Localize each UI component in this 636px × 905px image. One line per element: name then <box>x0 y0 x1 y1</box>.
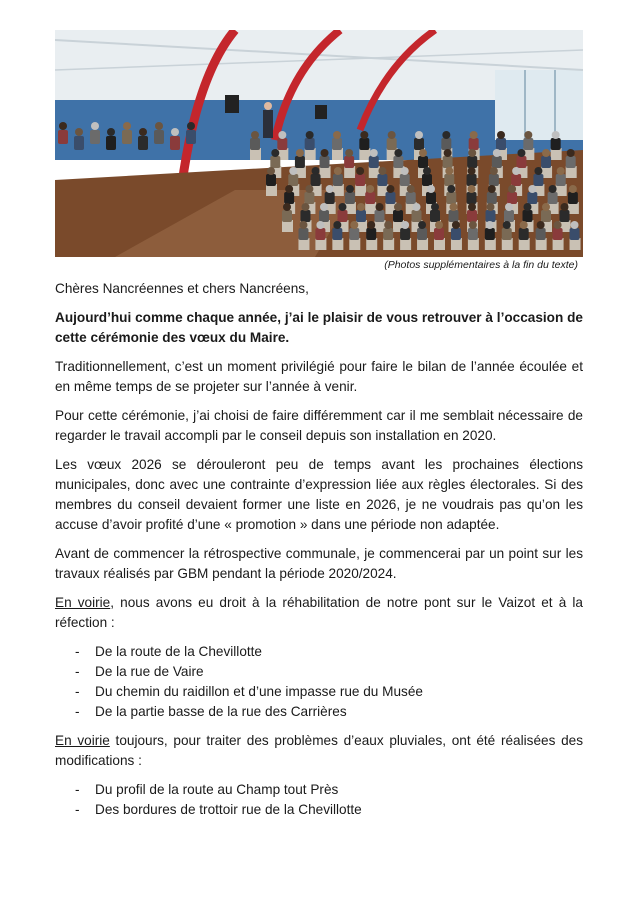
photo-person-head <box>378 167 386 175</box>
photo-person-body <box>507 192 517 204</box>
photo-person-body <box>551 138 561 150</box>
photo-person-head <box>524 131 532 139</box>
photo-person-body <box>333 174 343 186</box>
photo-person-head <box>401 221 409 229</box>
photo-caption: (Photos supplémentaires à la fin du texte) <box>384 259 578 271</box>
photo-person-head <box>468 185 476 193</box>
photo-person-head <box>306 131 314 139</box>
photo-person-head <box>524 203 532 211</box>
photo-person-body <box>467 174 477 186</box>
list-dash: - <box>75 782 80 797</box>
photo-person-head <box>554 221 562 229</box>
photo-person-body <box>426 192 436 204</box>
voirie-list <box>55 642 583 722</box>
photo-person-head <box>394 203 402 211</box>
photo-person-body <box>295 156 305 168</box>
photo-person-body <box>375 210 385 222</box>
photo-person-head <box>493 149 501 157</box>
photo-person-head <box>447 185 455 193</box>
photo-person-head <box>444 149 452 157</box>
photo-person-head <box>267 167 275 175</box>
photo-person-head <box>512 167 520 175</box>
photo-person-head <box>271 149 279 157</box>
photo-person-head <box>333 221 341 229</box>
photo-person-body <box>385 192 395 204</box>
photo-person-head <box>452 221 460 229</box>
photo-person-body <box>106 136 116 150</box>
photo-person-body <box>284 192 294 204</box>
photo-lectern <box>263 110 273 138</box>
photo-person-head <box>155 122 163 130</box>
photo-person-body <box>485 228 495 240</box>
photo-person-head <box>333 131 341 139</box>
photo-person-body <box>356 210 366 222</box>
photo-person-head <box>505 203 513 211</box>
photo-person-head <box>339 203 347 211</box>
photo-person-body <box>400 228 410 240</box>
photo-person-body <box>467 192 477 204</box>
photo-person-body <box>288 174 298 186</box>
photo-person-body <box>58 130 68 144</box>
photo-person-head <box>401 167 409 175</box>
voirie-pluviales-text: toujours, pour traiter des problèmes d’eaux pluviales, ont été réalisées des modifications : <box>55 733 583 768</box>
photo-person-head <box>388 131 396 139</box>
photo-person-body <box>393 210 403 222</box>
photo-person-head <box>508 185 516 193</box>
list-dash: - <box>75 664 80 679</box>
photo-person-head <box>251 131 259 139</box>
photo-person-head <box>435 221 443 229</box>
photo-person-head <box>302 203 310 211</box>
photo-person-body <box>527 192 537 204</box>
photo-person-head <box>534 167 542 175</box>
intro-paragraph: Aujourd’hui comme chaque année, j’ai le plaisir de vous retrouver à l’occasion de cette cérémonie des vœux du Maire. <box>55 310 583 345</box>
photo-person-body <box>444 174 454 186</box>
photo-person-body <box>138 136 148 150</box>
photo-person-body <box>412 210 422 222</box>
photo-person-head <box>357 203 365 211</box>
photo-person-body <box>266 174 276 186</box>
photo-person-head <box>497 131 505 139</box>
paragraph-voeux-2026: Les vœux 2026 se dérouleront peu de temps avant les prochaines élections municipales, donc avec une contrainte d’expression liée aux règles électorales. Si des membres du conseil devaient former une liste en 2026, je ne voudrais pas qu’on les accuse d’avoir profité d’une « promotion » dans une période non adaptée. <box>55 457 583 532</box>
photo-person-body <box>315 228 325 240</box>
photo-person-head <box>320 203 328 211</box>
photo-speaker-head <box>264 102 272 110</box>
photo-person-body <box>344 156 354 168</box>
photo-person-head <box>187 122 195 130</box>
photo-person-head <box>418 221 426 229</box>
photo-person-body <box>418 156 428 168</box>
photo-person-head <box>486 221 494 229</box>
paragraph-ceremony: Pour cette cérémonie, j’ai choisi de faire différemment car il me semblait nécessaire de regarder le travail accompli par le conseil depuis son installation en 2020. <box>55 408 583 443</box>
paragraph-voirie <box>55 593 583 633</box>
photo-person-body <box>90 130 100 144</box>
photo-person-head <box>517 149 525 157</box>
ceremony-photo <box>55 30 583 257</box>
photo-person-head <box>289 167 297 175</box>
photo-person-body <box>338 210 348 222</box>
photo-person-head <box>75 128 83 136</box>
photo-person-body <box>417 228 427 240</box>
list-item <box>75 780 583 800</box>
photo-person-body <box>301 210 311 222</box>
list-item-text: De la rue de Vaire <box>95 664 204 679</box>
voirie-text: , nous avons eu droit à la réhabilitation de notre pont sur le Vaizot et à la réfection : <box>55 595 583 630</box>
photo-person-body <box>422 174 432 186</box>
photo-person-body <box>365 192 375 204</box>
photo-person-body <box>414 138 424 150</box>
photo-person-head <box>350 221 358 229</box>
photo-person-head <box>346 185 354 193</box>
ceremony-photo-illustration <box>55 30 583 257</box>
list-dash: - <box>75 802 80 817</box>
photo-person-head <box>305 185 313 193</box>
photo-person-head <box>321 149 329 157</box>
photo-person-body <box>250 138 260 150</box>
photo-person-body <box>325 192 335 204</box>
photo-person-body <box>320 156 330 168</box>
letter-body <box>55 279 583 820</box>
list-item <box>75 702 583 722</box>
photo-person-body <box>468 228 478 240</box>
photo-person-head <box>557 167 565 175</box>
pluviales-list <box>55 780 583 820</box>
list-item-text: Des bordures de trottoir rue de la Chevillotte <box>95 802 362 817</box>
photo-person-body <box>511 174 521 186</box>
photo-person-body <box>319 210 329 222</box>
photo-person-body <box>366 228 376 240</box>
photo-person-body <box>332 138 342 150</box>
photo-person-head <box>468 203 476 211</box>
photo-person-head <box>445 167 453 175</box>
photo-person-body <box>387 138 397 150</box>
photo-person-body <box>504 210 514 222</box>
list-item-text: De la partie basse de la rue des Carrières <box>95 704 347 719</box>
photo-person-head <box>316 221 324 229</box>
photo-person-head <box>419 149 427 157</box>
photo-person-body <box>170 136 180 150</box>
photo-person-body <box>345 192 355 204</box>
photo-person-body <box>560 210 570 222</box>
photo-person-body <box>467 156 477 168</box>
voirie-heading-2: En voirie <box>55 733 110 748</box>
photo-speaker-stand <box>225 95 239 113</box>
photo-person-head <box>407 185 415 193</box>
list-item-text: Du profil de la route au Champ tout Près <box>95 782 339 797</box>
photo-person-body <box>536 228 546 240</box>
paragraph-gbm-works: Avant de commencer la rétrospective communale, je commencerai par un point sur les travaux réalisés par GBM pendant la période 2020/2024. <box>55 546 583 581</box>
photo-person-head <box>299 221 307 229</box>
photo-person-body <box>186 130 196 144</box>
photo-person-body <box>154 130 164 144</box>
photo-person-body <box>383 228 393 240</box>
photo-person-body <box>443 156 453 168</box>
photo-person-body <box>496 138 506 150</box>
photo-person-head <box>490 167 498 175</box>
photo-person-body <box>533 174 543 186</box>
photo-person-head <box>356 167 364 175</box>
photo-person-body <box>305 138 315 150</box>
photo-person-body <box>446 192 456 204</box>
list-item <box>75 800 583 820</box>
photo-speaker-stand <box>315 105 327 119</box>
photo-person-head <box>552 131 560 139</box>
list-item-text: Du chemin du raidillon et d’une impasse rue du Musée <box>95 684 423 699</box>
photo-person-body <box>519 228 529 240</box>
voirie-heading: En voirie <box>55 595 111 610</box>
list-item-text: De la route de la Chevillotte <box>95 644 262 659</box>
photo-person-body <box>270 156 280 168</box>
photo-person-head <box>468 149 476 157</box>
list-dash: - <box>75 684 80 699</box>
photo-person-head <box>571 221 579 229</box>
photo-person-head <box>567 149 575 157</box>
photo-person-body <box>393 156 403 168</box>
photo-person-head <box>549 185 557 193</box>
photo-person-body <box>541 210 551 222</box>
photo-person-body <box>349 228 359 240</box>
photo-person-body <box>556 174 566 186</box>
photo-person-head <box>537 221 545 229</box>
list-item <box>75 662 583 682</box>
list-item <box>75 642 583 662</box>
photo-person-body <box>74 136 84 150</box>
photo-person-head <box>442 131 450 139</box>
list-dash: - <box>75 704 80 719</box>
photo-person-body <box>541 156 551 168</box>
photo-person-head <box>427 185 435 193</box>
photo-person-body <box>277 138 287 150</box>
photo-person-body <box>406 192 416 204</box>
photo-person-body <box>516 156 526 168</box>
photo-person-body <box>553 228 563 240</box>
photo-person-body <box>451 228 461 240</box>
photo-person-body <box>434 228 444 240</box>
photo-person-head <box>413 203 421 211</box>
photo-person-head <box>171 128 179 136</box>
photo-person-body <box>449 210 459 222</box>
photo-person-head <box>384 221 392 229</box>
photo-person-head <box>345 149 353 157</box>
photo-person-body <box>487 192 497 204</box>
photo-person-head <box>278 131 286 139</box>
photo-person-head <box>423 167 431 175</box>
photo-person-body <box>430 210 440 222</box>
photo-person-head <box>312 167 320 175</box>
list-item <box>75 682 583 702</box>
photo-person-head <box>488 185 496 193</box>
photo-person-body <box>122 130 132 144</box>
photo-person-head <box>370 149 378 157</box>
photo-person-head <box>503 221 511 229</box>
greeting: Chères Nancréennes et chers Nancréens, <box>55 281 309 296</box>
photo-person-body <box>377 174 387 186</box>
photo-person-body <box>304 192 314 204</box>
photo-person-head <box>376 203 384 211</box>
photo-person-head <box>469 221 477 229</box>
photo-person-body <box>523 138 533 150</box>
photo-person-body <box>441 138 451 150</box>
photo-person-head <box>91 122 99 130</box>
photo-person-body <box>332 228 342 240</box>
photo-person-head <box>123 122 131 130</box>
photo-person-head <box>326 185 334 193</box>
photo-person-body <box>311 174 321 186</box>
photo-person-head <box>296 149 304 157</box>
photo-person-head <box>528 185 536 193</box>
paragraph-voirie-pluviales <box>55 731 583 771</box>
photo-person-head <box>520 221 528 229</box>
photo-person-head <box>542 149 550 157</box>
photo-person-body <box>523 210 533 222</box>
photo-person-body <box>282 210 292 222</box>
photo-person-head <box>386 185 394 193</box>
photo-person-body <box>298 228 308 240</box>
photo-person-body <box>369 156 379 168</box>
photo-person-head <box>367 221 375 229</box>
photo-person-head <box>394 149 402 157</box>
photo-person-head <box>431 203 439 211</box>
photo-person-body <box>467 210 477 222</box>
photo-person-head <box>285 185 293 193</box>
paragraph-tradition: Traditionnellement, c’est un moment privilégié pour faire le bilan de l’année écoulée et en même temps de se projeter sur l’année à venir. <box>55 359 583 394</box>
photo-person-head <box>450 203 458 211</box>
photo-person-head <box>334 167 342 175</box>
photo-person-body <box>502 228 512 240</box>
photo-person-head <box>360 131 368 139</box>
photo-person-body <box>568 192 578 204</box>
photo-person-body <box>400 174 410 186</box>
photo-person-head <box>139 128 147 136</box>
photo-person-body <box>570 228 580 240</box>
photo-person-head <box>283 203 291 211</box>
photo-person-body <box>359 138 369 150</box>
photo-person-body <box>548 192 558 204</box>
list-dash: - <box>75 644 80 659</box>
photo-person-head <box>59 122 67 130</box>
photo-person-body <box>489 174 499 186</box>
photo-person-head <box>468 167 476 175</box>
photo-person-body <box>486 210 496 222</box>
photo-person-body <box>566 156 576 168</box>
photo-person-body <box>492 156 502 168</box>
photo-person-body <box>469 138 479 150</box>
photo-person-head <box>569 185 577 193</box>
photo-person-head <box>415 131 423 139</box>
photo-person-head <box>107 128 115 136</box>
photo-person-head <box>542 203 550 211</box>
photo-person-head <box>470 131 478 139</box>
photo-window <box>495 70 583 140</box>
photo-person-head <box>487 203 495 211</box>
photo-person-head <box>366 185 374 193</box>
photo-person-head <box>561 203 569 211</box>
photo-person-body <box>355 174 365 186</box>
